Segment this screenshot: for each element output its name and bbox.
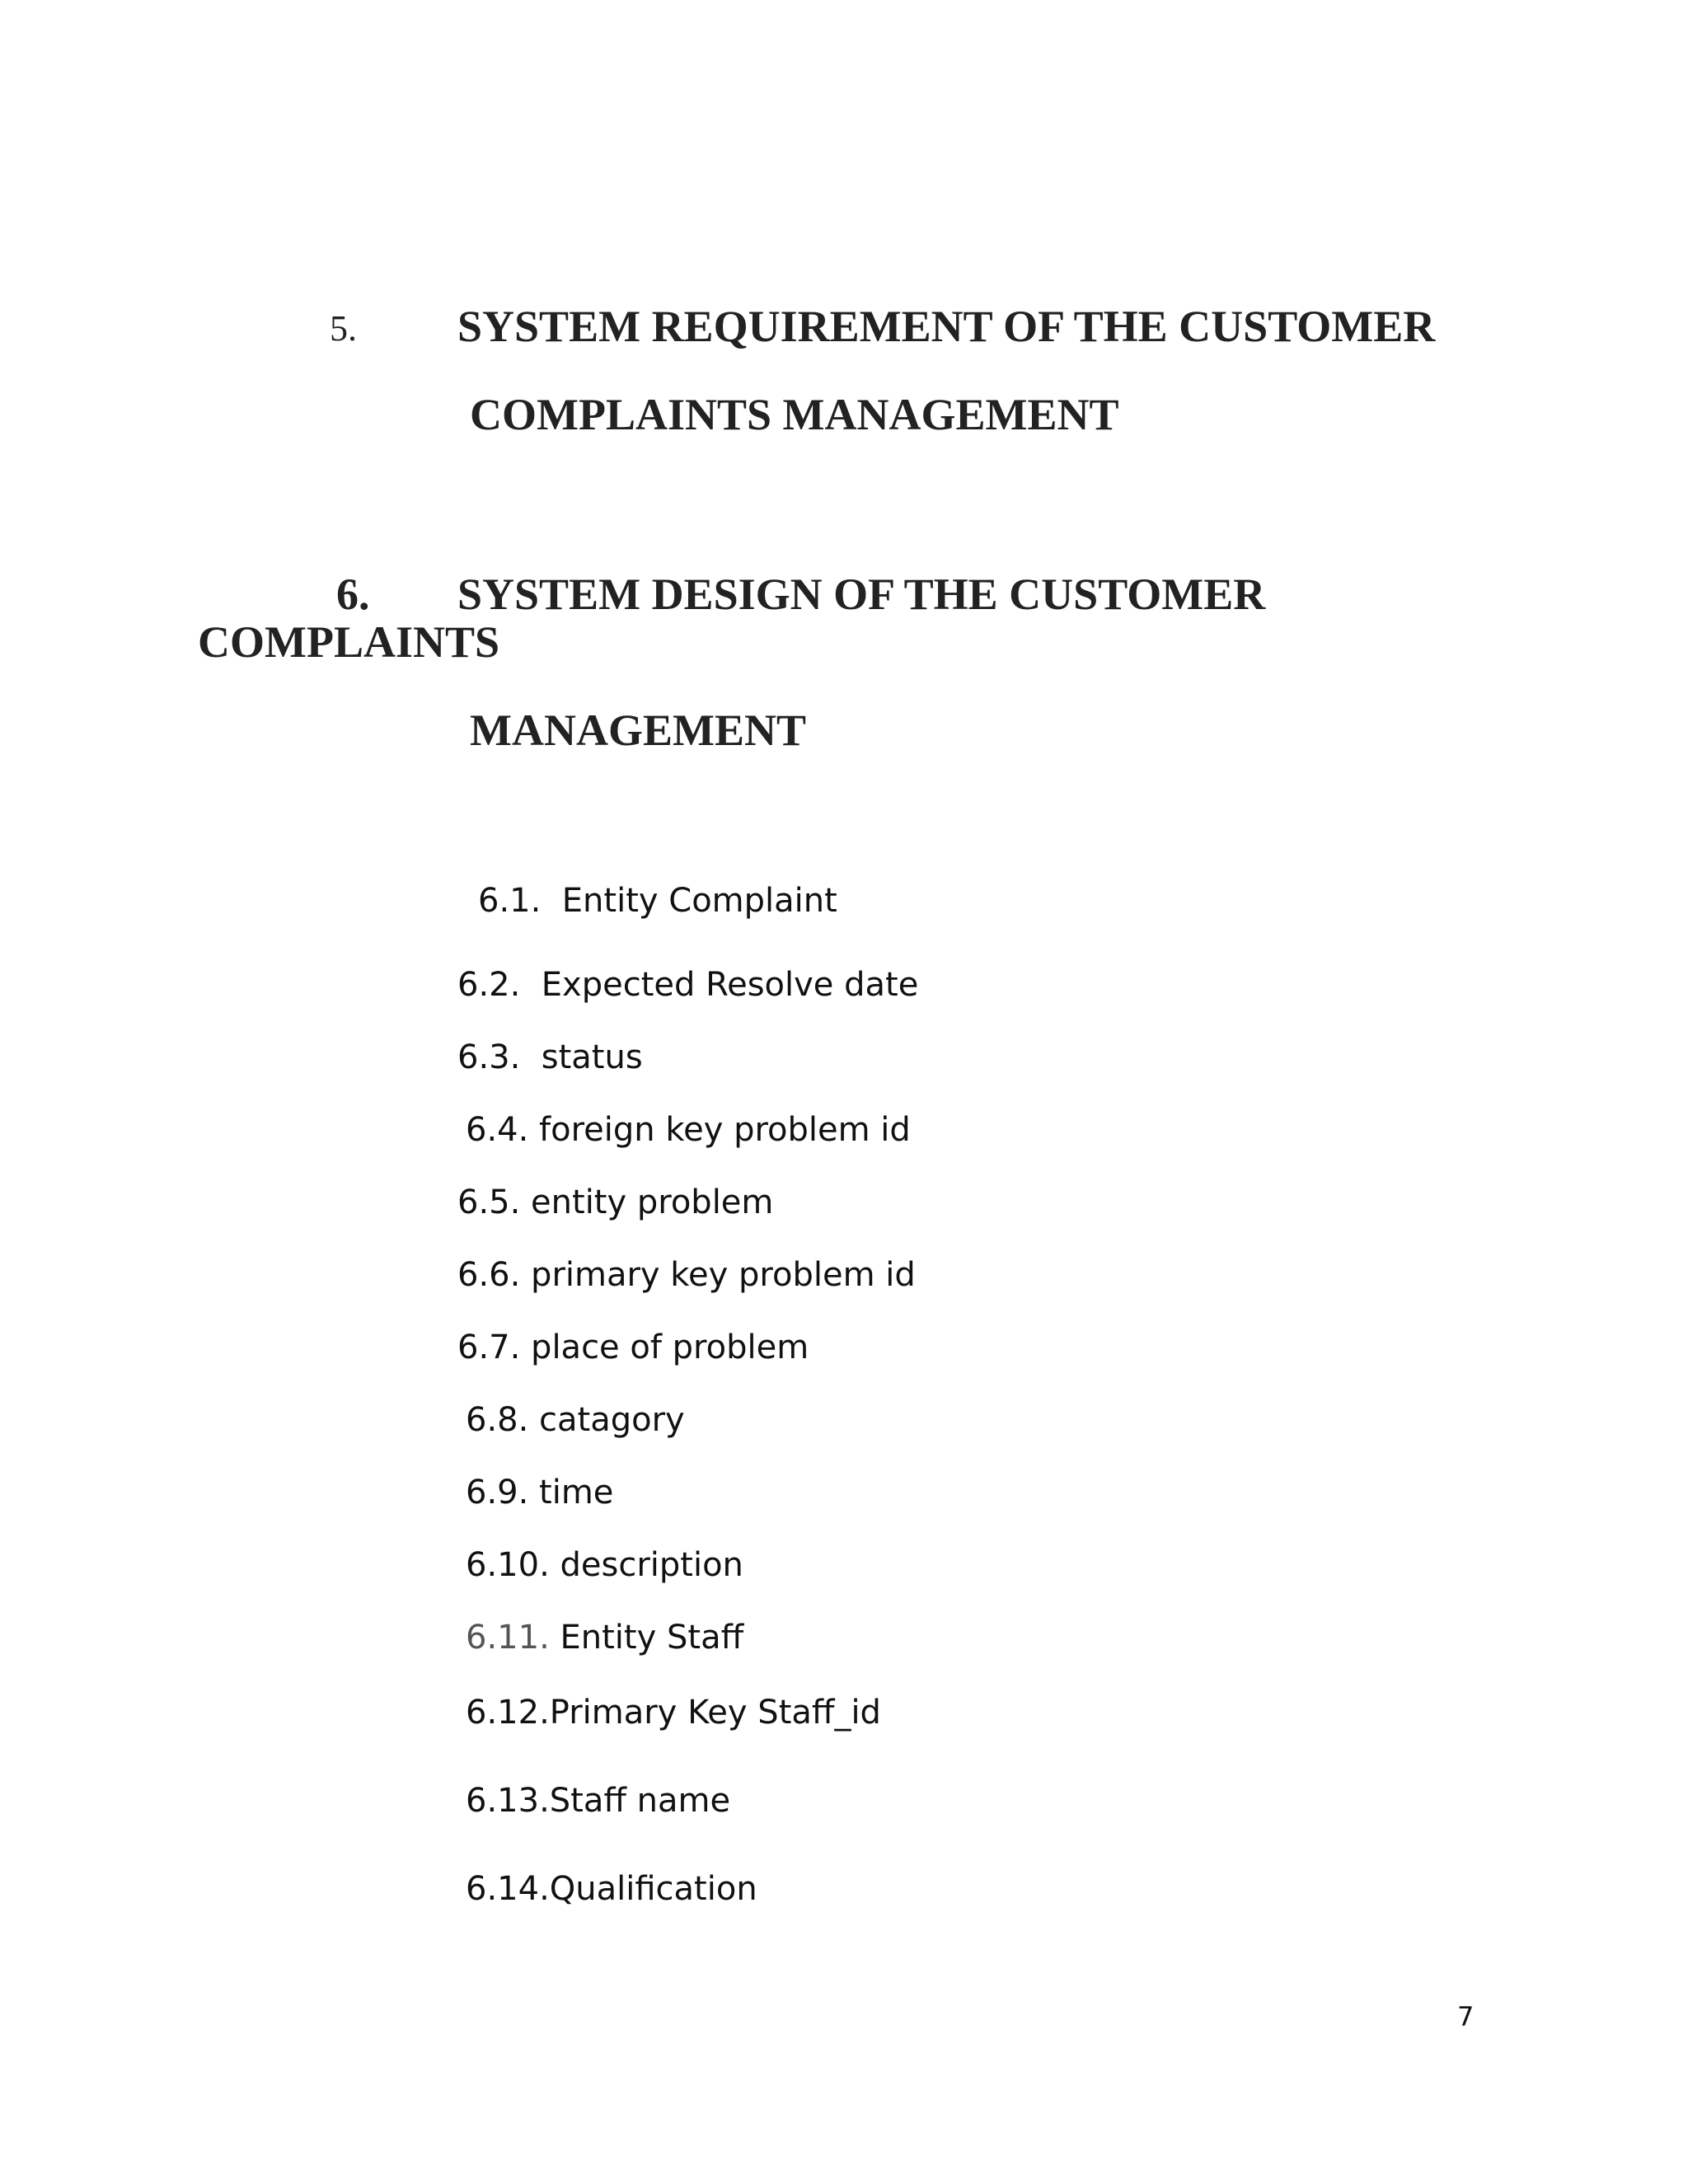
list-item-text: description <box>560 1546 743 1584</box>
section-5-number: 5. <box>330 308 357 349</box>
list-item-number: 6.5. <box>457 1183 521 1221</box>
section-6-title-line-3: MANAGEMENT <box>470 705 806 755</box>
section-5-title-line-2: COMPLAINTS MANAGEMENT <box>470 390 1119 439</box>
list-item <box>466 1870 757 1908</box>
list-item-text: entity problem <box>531 1183 774 1221</box>
list-item-text: foreign key problem id <box>539 1111 911 1149</box>
list-item <box>466 1474 613 1511</box>
list-item-text: time <box>539 1474 614 1511</box>
list-item-text: Qualification <box>549 1870 757 1908</box>
list-item-number: 6.9. <box>466 1474 529 1511</box>
list-item-text: primary key problem id <box>531 1256 916 1294</box>
list-item-text: place of problem <box>531 1329 809 1366</box>
list-item <box>466 1619 743 1657</box>
section-6-title-line-1: SYSTEM DESIGN OF THE CUSTOMER <box>457 569 1266 619</box>
list-item <box>457 966 918 1004</box>
list-item-number: 6.1. <box>478 882 542 920</box>
list-item-number: 6.11. <box>466 1619 550 1657</box>
list-item <box>466 1694 881 1732</box>
list-item-text: Expected Resolve date <box>541 966 919 1004</box>
list-item-number: 6.7. <box>457 1329 521 1366</box>
list-item-text: status <box>541 1038 643 1076</box>
list-item-text: Entity Complaint <box>561 882 837 920</box>
list-item-number: 6.4. <box>466 1111 529 1149</box>
list-item-number: 6.10. <box>466 1546 550 1584</box>
list-item-number: 6.6. <box>457 1256 521 1294</box>
list-item <box>457 1038 643 1076</box>
section-6-number: 6. <box>336 569 370 619</box>
list-item-number: 6.14. <box>466 1870 550 1908</box>
list-item-text: Staff name <box>549 1782 731 1820</box>
list-item-number: 6.2. <box>457 966 521 1004</box>
list-item <box>457 1183 773 1221</box>
list-item-text: Entity Staff <box>560 1619 744 1657</box>
list-item-text: Primary Key Staff_id <box>549 1694 881 1732</box>
list-item <box>457 1329 809 1366</box>
section-6-title-line-2: COMPLAINTS <box>198 617 500 667</box>
list-item <box>466 1111 911 1149</box>
list-item-number: 6.12. <box>466 1694 550 1732</box>
list-item-number: 6.8. <box>466 1401 529 1439</box>
list-item <box>478 882 837 920</box>
list-item <box>457 1256 916 1294</box>
list-item-number: 6.3. <box>457 1038 521 1076</box>
section-5-title-line-1: SYSTEM REQUIREMENT OF THE CUSTOMER <box>457 302 1436 351</box>
list-item <box>466 1782 730 1820</box>
list-item-text: catagory <box>539 1401 685 1439</box>
list-item-number: 6.13. <box>466 1782 550 1820</box>
page-number: 7 <box>1457 2001 1475 2032</box>
list-item <box>466 1546 743 1584</box>
list-item <box>466 1401 685 1439</box>
